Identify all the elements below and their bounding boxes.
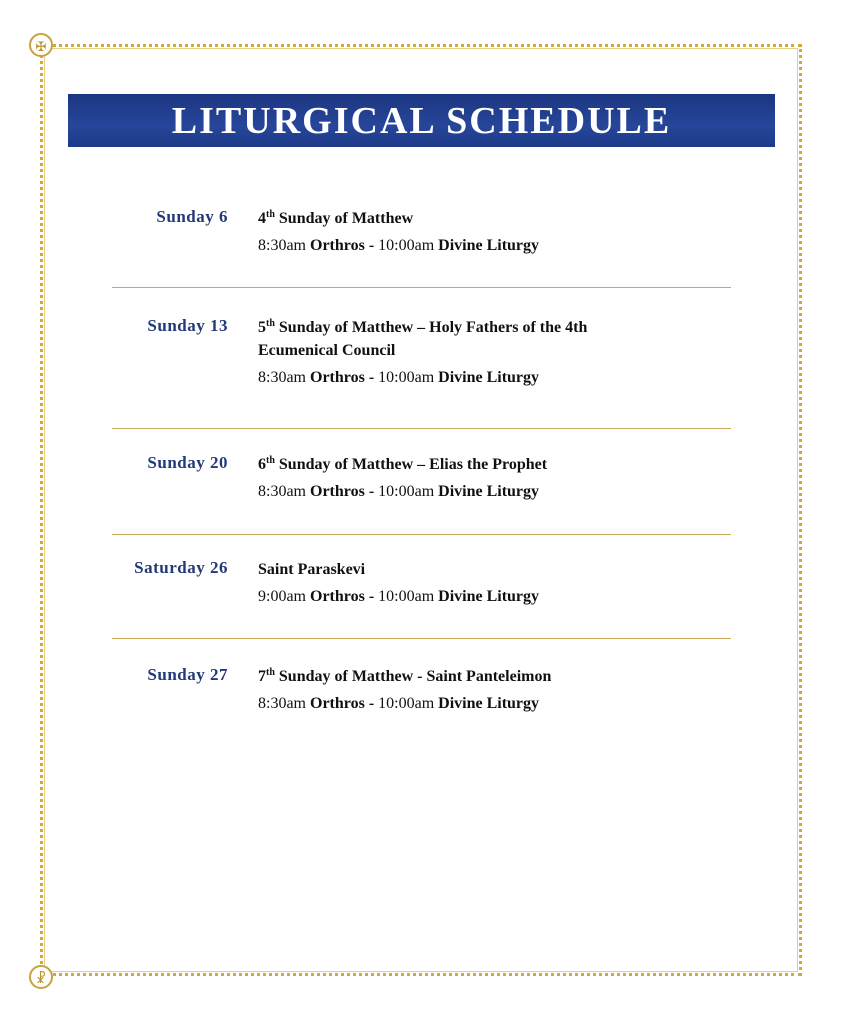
entry-date: Sunday 27 [147,665,228,684]
title-number: 6 [258,456,266,473]
entry-times [258,483,598,501]
title-ordinal: th [266,455,275,466]
time-liturgy: 10:00am [378,695,435,712]
divider [112,428,731,429]
entry-date: Sunday 20 [147,453,228,472]
entry-date: Sunday 6 [156,207,228,226]
entry-title [258,558,598,581]
time-liturgy: 10:00am [378,483,435,500]
entry-content [258,207,598,255]
chi-rho-icon: ☧ [29,965,53,989]
divider [112,287,731,288]
title-number: 7 [258,668,266,685]
entry-times [258,588,598,606]
entry-content [258,316,598,387]
service-orthros: Orthros [310,237,365,254]
entry-title [258,207,598,230]
title-ordinal: th [266,667,275,678]
title-text: Sunday of Matthew [274,210,414,227]
page-title: LITURGICAL SCHEDULE [68,94,775,147]
title-number: 5 [258,319,266,336]
separator: - [368,369,375,386]
time-liturgy: 10:00am [378,369,435,386]
entry-times [258,369,598,387]
entry-content [258,453,598,501]
service-liturgy: Divine Liturgy [438,588,540,605]
title-ordinal: th [266,318,275,329]
divider [112,534,731,535]
cross-emblem-icon: ✠ [29,33,53,57]
separator: - [368,588,375,605]
entry-times [258,695,598,713]
service-liturgy: Divine Liturgy [438,483,540,500]
service-liturgy: Divine Liturgy [438,369,540,386]
title-text: Saint Paraskevi [258,561,366,578]
entry-title [258,453,598,476]
entry-title [258,665,598,688]
time-liturgy: 10:00am [378,237,435,254]
service-liturgy: Divine Liturgy [438,237,540,254]
service-liturgy: Divine Liturgy [438,695,540,712]
entry-times [258,237,598,255]
entry-content [258,665,598,713]
separator: - [368,483,375,500]
title-text: Sunday of Matthew – Holy Fathers of the 4th Ecumenical Council [258,319,588,359]
time-orthros: 9:00am [258,588,306,605]
service-orthros: Orthros [310,483,365,500]
entry-date: Sunday 13 [147,316,228,335]
ornamental-border-inner [44,48,798,972]
service-orthros: Orthros [310,588,365,605]
service-orthros: Orthros [310,369,365,386]
title-text: Sunday of Matthew - Saint Panteleimon [274,668,552,685]
time-orthros: 8:30am [258,483,306,500]
time-orthros: 8:30am [258,369,306,386]
title-ordinal: th [266,209,275,220]
time-orthros: 8:30am [258,695,306,712]
title-number: 4 [258,210,266,227]
title-text: Sunday of Matthew – Elias the Prophet [274,456,548,473]
separator: - [368,237,375,254]
time-liturgy: 10:00am [378,588,435,605]
entry-date: Saturday 26 [134,558,228,577]
separator: - [368,695,375,712]
entry-title [258,316,598,362]
time-orthros: 8:30am [258,237,306,254]
service-orthros: Orthros [310,695,365,712]
divider [112,638,731,639]
entry-content [258,558,598,606]
